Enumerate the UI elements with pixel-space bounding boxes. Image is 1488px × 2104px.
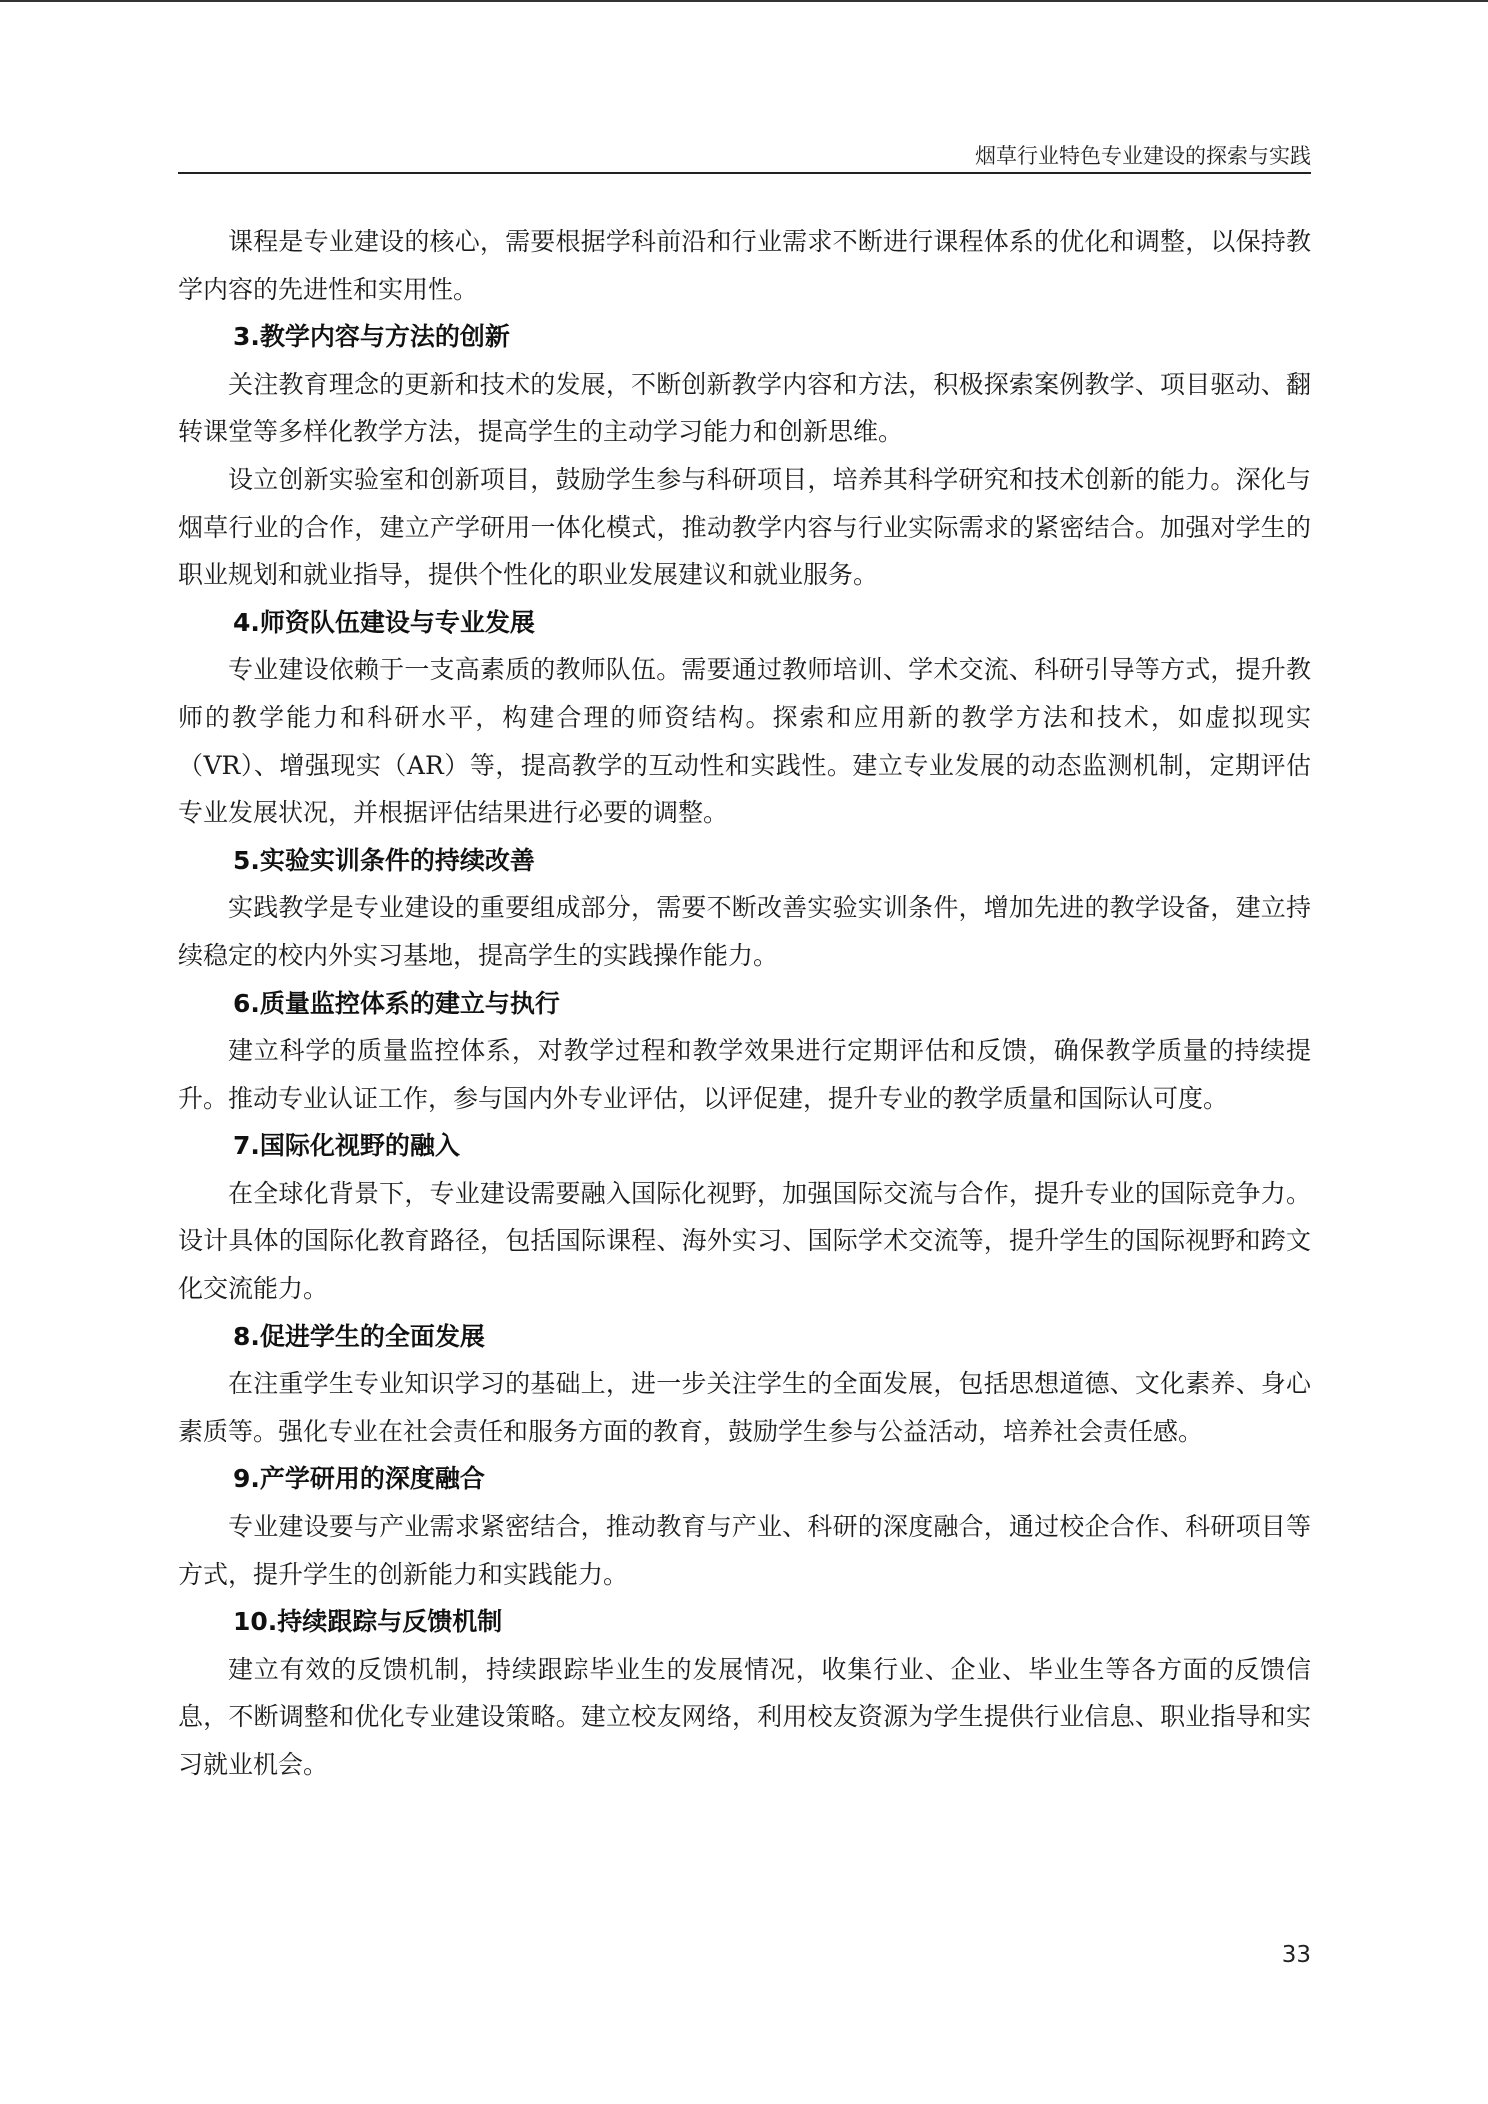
running-header: 烟草行业特色专业建设的探索与实践: [975, 144, 1311, 168]
section-heading: 8.促进学生的全面发展: [233, 1321, 485, 1351]
paragraph: 专业建设要与产业需求紧密结合，推动教育与产业、科研的深度融合，通过校企合作、科研项目等方式，提升学生的创新能力和实践能力。: [178, 1512, 1311, 1589]
paragraph: 建立科学的质量监控体系，对教学过程和教学效果进行定期评估和反馈，确保教学质量的持续提升。推动专业认证工作，参与国内外专业评估，以评促建，提升专业的教学质量和国际认可度。: [178, 1036, 1311, 1113]
section-heading: 10.持续跟踪与反馈机制: [233, 1607, 503, 1637]
paragraph: 关注教育理念的更新和技术的发展，不断创新教学内容和方法，积极探索案例教学、项目驱动、翻转课堂等多样化教学方法，提高学生的主动学习能力和创新思维。: [178, 369, 1311, 447]
page-top-edge: [0, 0, 1488, 2]
paragraph: 专业建设依赖于一支高素质的教师队伍。需要通过教师培训、学术交流、科研引导等方式，提升教师的教学能力和科研水平，构建合理的师资结构。探索和应用新的教学方法和技术，如虚拟现实（VR）、增强现实（AR）等，提高教学的互动性和实践性。建立专业发展的动态监测机制，定期评估专业发展状况，并根据评估结果进行必要的调整。: [178, 655, 1311, 828]
paragraph: 课程是专业建设的核心，需要根据学科前沿和行业需求不断进行课程体系的优化和调整，以保持教学内容的先进性和实用性。: [178, 227, 1311, 304]
section-heading: 9.产学研用的深度融合: [233, 1464, 485, 1494]
section-heading: 6.质量监控体系的建立与执行: [233, 988, 560, 1018]
section-heading: 5.实验实训条件的持续改善: [233, 845, 535, 875]
paragraph: 在全球化背景下，专业建设需要融入国际化视野，加强国际交流与合作，提升专业的国际竞争力。设计具体的国际化教育路径，包括国际课程、海外实习、国际学术交流等，提升学生的国际视野和跨文化交流能力。: [178, 1178, 1311, 1304]
page-number: 33: [1281, 1942, 1311, 1968]
section-heading: 4.师资队伍建设与专业发展: [233, 607, 535, 637]
section-heading: 3.教学内容与方法的创新: [233, 322, 510, 352]
paragraph: 在注重学生专业知识学习的基础上，进一步关注学生的全面发展，包括思想道德、文化素养、身心素质等。强化专业在社会责任和服务方面的教育，鼓励学生参与公益活动，培养社会责任感。: [178, 1369, 1311, 1446]
header-rule: [178, 172, 1311, 174]
paragraph: 建立有效的反馈机制，持续跟踪毕业生的发展情况，收集行业、企业、毕业生等各方面的反馈信息，不断调整和优化专业建设策略。建立校友网络，利用校友资源为学生提供行业信息、职业指导和实习就业机会。: [178, 1654, 1311, 1779]
section-heading: 7.国际化视野的融入: [233, 1131, 460, 1161]
paragraph: 实践教学是专业建设的重要组成部分，需要不断改善实验实训条件，增加先进的教学设备，建立持续稳定的校内外实习基地，提高学生的实践操作能力。: [178, 893, 1311, 970]
document-body: [178, 218, 1311, 1789]
paragraph: 设立创新实验室和创新项目，鼓励学生参与科研项目，培养其科学研究和技术创新的能力。深化与烟草行业的合作，建立产学研用一体化模式，推动教学内容与行业实际需求的紧密结合。加强对学生的职业规划和就业指导，提供个性化的职业发展建议和就业服务。: [178, 464, 1311, 590]
